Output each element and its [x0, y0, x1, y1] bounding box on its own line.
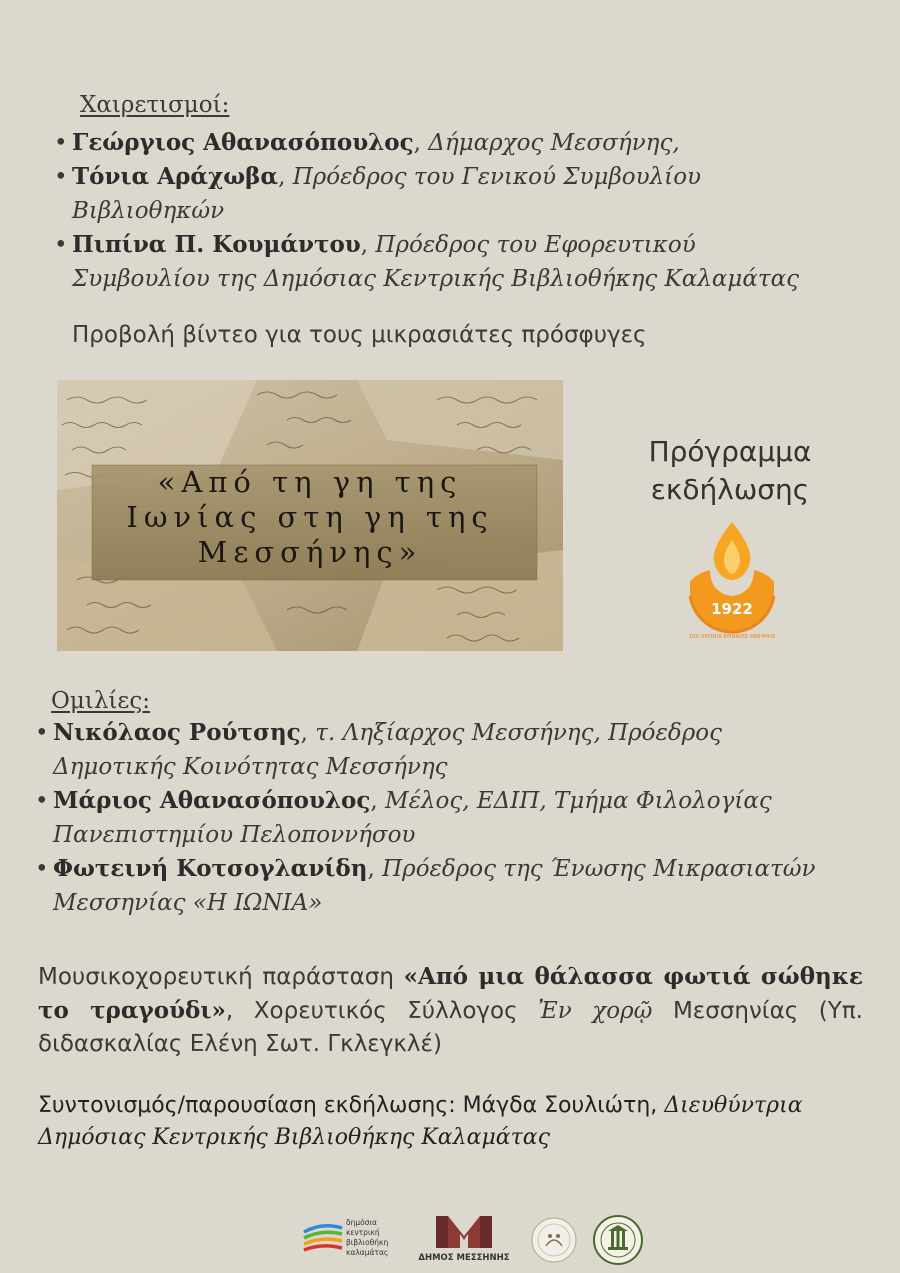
program-title-line-1: Πρόγραμμα: [648, 435, 812, 468]
talk-item: • Νικόλαος Ρούτσης, τ. Ληξίαρχος Μεσσήνης, Πρόεδρος Δημοτικής Κοινότητας Μεσσήνης: [35, 719, 722, 780]
performance-title: «Από μια θάλασσα φωτιά σώθηκε το τραγούδι»: [38, 963, 863, 1024]
talk-role: Μέλος, ΕΔΙΠ, Τμήμα Φιλολογίας: [385, 788, 772, 814]
banner-line-1: «Από τη γη της: [157, 465, 463, 499]
coordination-paragraph: Συντονισμός/παρουσίαση εκδήλωσης: Μάγδα Σουλιώτη, Διευθύντρια Δημόσιας Κεντρικής Βιβλιοθήκης Καλαμάτας: [38, 1093, 803, 1150]
municipality-m-icon: [434, 1214, 494, 1250]
greeting-item: • Γεώργιος Αθανασόπουλος, Δήμαρχος Μεσσήνης,: [54, 129, 680, 156]
talk-role: τ. Ληξίαρχος Μεσσήνης, Πρόεδρος: [315, 720, 722, 746]
library-logo: [302, 1218, 402, 1268]
greeting-name: Γεώργιος Αθανασόπουλος: [72, 129, 414, 156]
talk-item: • Φωτεινή Κοτσογλανίδη, Πρόεδρος της Ένωσης Μικρασιατών Μεσσηνίας «Η ΙΩΝΙΑ»: [35, 855, 816, 916]
talks-list: [35, 716, 873, 920]
greeting-role: Πρόεδρος του Εφορευτικού: [375, 232, 696, 258]
emblem-year: 1922: [711, 600, 753, 618]
talk-speaker: Νικόλαος Ρούτσης: [53, 719, 301, 746]
banner-title: [57, 465, 563, 570]
video-screening-text: Προβολή βίντεο για τους μικρασιάτες πρόσφυγες: [72, 322, 647, 348]
library-swoosh-icon: [302, 1222, 344, 1258]
program-title: [620, 433, 840, 509]
greeting-role: Δήμαρχος Μεσσήνης,: [428, 130, 680, 156]
ionia-union-seal-logo: [592, 1214, 644, 1266]
greeting-name: Πιπίνα Π. Κουμάντου: [72, 231, 361, 258]
emblem-ring-text: 100 ΧΡΟΝΙΑ ΕΘΝΙΚΗΣ ΜΝΗΜΗΣ: [688, 634, 776, 640]
talk-speaker: Φωτεινή Κοτσογλανίδη: [53, 855, 368, 882]
municipality-logo: [410, 1214, 518, 1266]
banner-image: [57, 380, 563, 651]
talk-role-cont: Μεσσηνίας «Η ΙΩΝΙΑ»: [53, 890, 323, 916]
greeting-role-cont: Βιβλιοθηκών: [72, 198, 225, 224]
dance-association-seal-icon: [530, 1216, 578, 1264]
remembrance-1922-emblem: [680, 520, 784, 646]
greeting-role: Πρόεδρος του Γενικού Συμβουλίου: [292, 164, 702, 190]
ionia-seal-icon: [592, 1214, 644, 1266]
banner-line-3: Μεσσήνης»: [197, 535, 423, 569]
greeting-item: • Πιπίνα Π. Κουμάντου, Πρόεδρος του Εφορευτικού Συμβουλίου της Δημόσιας Κεντρικής Βιβλιοθήκης Καλαμάτας: [54, 231, 799, 292]
greetings-list: [54, 126, 872, 296]
music-performance-paragraph: Μουσικοχορευτική παράσταση «Από μια θάλασσα φωτιά σώθηκε το τραγούδι», Χορευτικός Σύλλογος Ἐν χορῷ Μεσσηνίας (Υπ. διδασκαλίας Ελένη Σωτ. Γκλεγκλέ): [38, 963, 863, 1057]
talk-item: • Μάριος Αθανασόπουλος, Μέλος, ΕΔΙΠ, Τμήμα Φιλολογίας Πανεπιστημίου Πελοποννήσου: [35, 787, 772, 848]
greetings-heading: Χαιρετισμοί:: [80, 92, 230, 118]
club-name: Ἐν χορῷ: [538, 998, 653, 1024]
coordinator-role: Διευθύντρια Δημόσιας Κεντρικής Βιβλιοθήκης Καλαμάτας: [38, 1093, 803, 1150]
talk-role-cont: Δημοτικής Κοινότητας Μεσσήνης: [53, 754, 448, 780]
greeting-item: • Τόνια Αράχωβα, Πρόεδρος του Γενικού Συμβουλίου Βιβλιοθηκών: [54, 163, 702, 224]
talk-speaker: Μάριος Αθανασόπουλος: [53, 787, 371, 814]
talks-heading: Ομιλίες:: [51, 688, 150, 714]
banner-line-2: Ιωνίας στη γη της: [126, 500, 494, 534]
program-title-line-2: εκδήλωσης: [650, 473, 810, 506]
municipality-logo-text: ΔΗΜΟΣ ΜΕΣΣΗΝΗΣ: [418, 1253, 510, 1263]
talk-role: Πρόεδρος της Ένωσης Μικρασιατών: [382, 856, 816, 882]
greeting-name: Τόνια Αράχωβα: [72, 163, 279, 190]
library-logo-text: δημόσια κεντρική βιβλιοθήκη καλαμάτας: [346, 1218, 389, 1257]
greeting-role-cont: Συμβουλίου της Δημόσιας Κεντρικής Βιβλιοθήκης Καλαμάτας: [72, 266, 799, 292]
flame-lamp-icon: [680, 520, 784, 646]
association-seal-logo: [530, 1216, 578, 1264]
talk-role-cont: Πανεπιστημίου Πελοποννήσου: [53, 822, 416, 848]
